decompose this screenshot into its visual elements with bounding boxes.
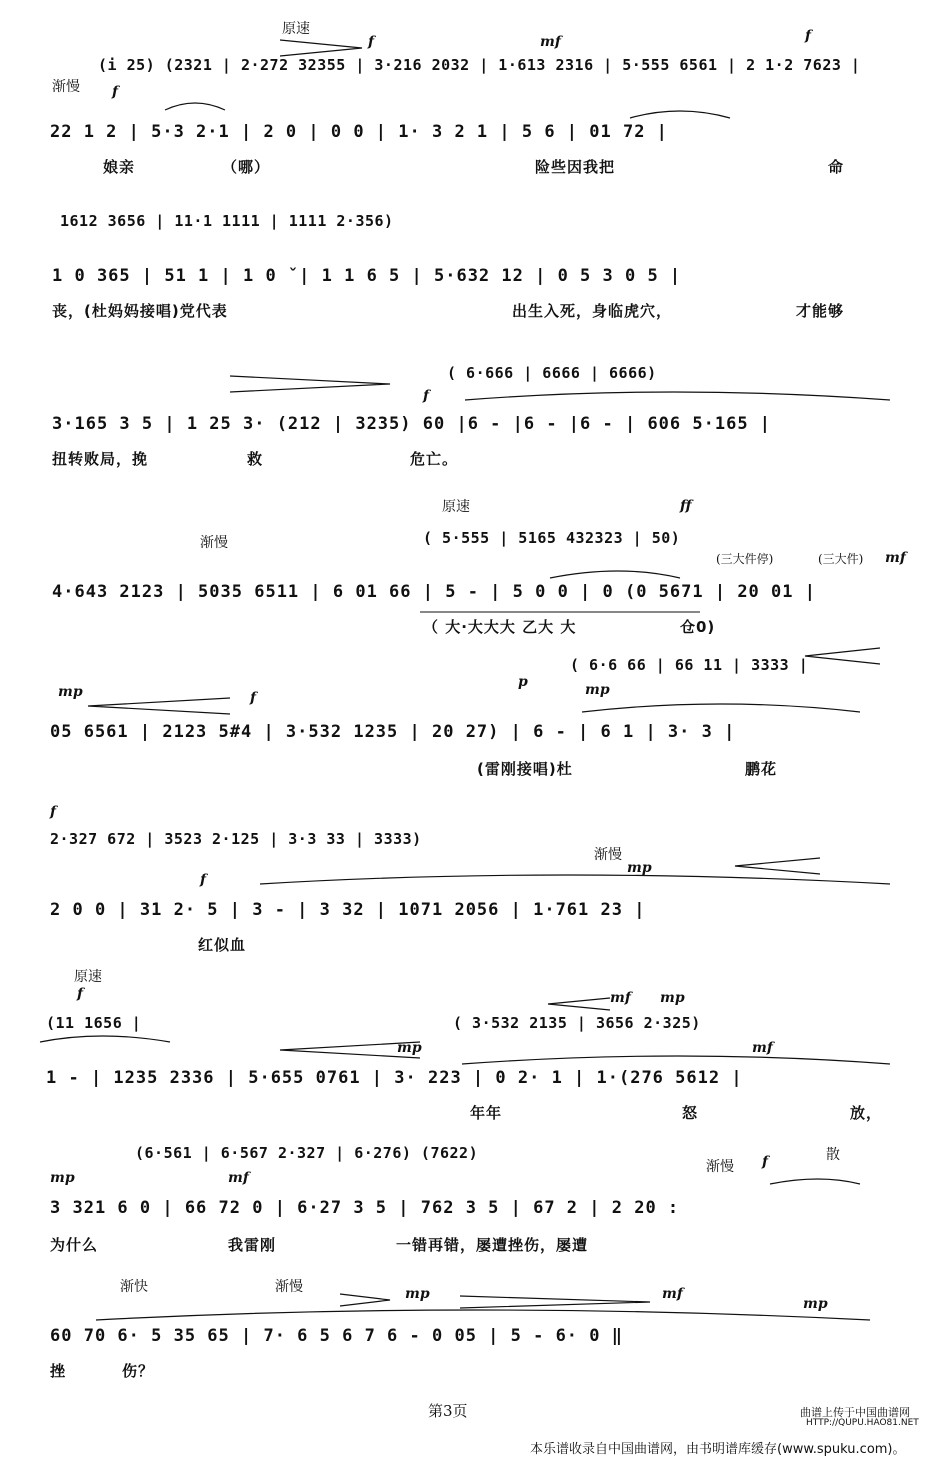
dynamic-mark: mf bbox=[885, 550, 906, 566]
lyric-text: 丧，(杜妈妈接唱)党代表 bbox=[52, 302, 228, 320]
accompaniment-line: 2·327 672 | 3523 2·125 | 3·3 33 | 3333) bbox=[50, 830, 422, 848]
lyric-text: （哪） bbox=[222, 158, 271, 176]
lyric-text: 救 bbox=[247, 450, 264, 468]
lyric-text: 险些因我把 bbox=[535, 158, 616, 176]
lyric-text: 危亡。 bbox=[410, 450, 459, 468]
lyric-text: 怒 bbox=[682, 1104, 699, 1122]
lyric-text: 扭转败局，挽 bbox=[52, 450, 149, 468]
tempo-mark: 散 bbox=[826, 1147, 840, 1163]
lyric-text: 挫 bbox=[50, 1362, 67, 1380]
dynamic-mark: mf bbox=[662, 1286, 683, 1302]
tempo-mark: 原速 bbox=[282, 21, 310, 37]
dynamic-mark: mf bbox=[610, 990, 631, 1006]
dynamic-mark: f bbox=[762, 1154, 769, 1170]
dynamic-mark: mp bbox=[627, 860, 652, 876]
tempo-mark: (三大件停) bbox=[716, 552, 774, 566]
lyric-text: 鹏花 bbox=[745, 760, 778, 778]
lyric-text: 命 bbox=[828, 158, 845, 176]
lyric-text: 一错再错，屡遭挫伤，屡遭 bbox=[396, 1236, 589, 1254]
melody-line: 05 6561 | 2123 5#4 | 3·532 1235 | 20 27) | 6 - | 6 1 | 3· 3 | bbox=[50, 722, 736, 742]
dynamic-mark: f bbox=[805, 28, 812, 44]
dynamic-mark: mp bbox=[50, 1170, 75, 1186]
dynamic-mark: mp bbox=[585, 682, 610, 698]
dynamic-mark: f bbox=[423, 388, 430, 404]
accompaniment-line: (i 25) (2321 | 2·272 32355 | 3·216 2032 | 1·613 2316 | 5·555 6561 | 2 1·2 7623 | bbox=[98, 56, 861, 74]
source-footer: 本乐谱收录自中国曲谱网，由书明谱库缓存(www.spuku.com)。 bbox=[530, 1442, 906, 1457]
accompaniment-line: 1612 3656 | 11·1 1111 | 1111 2·356) bbox=[60, 212, 394, 230]
tempo-mark: 渐慢 bbox=[594, 847, 622, 863]
tempo-mark: 渐慢 bbox=[200, 535, 228, 551]
dynamic-mark: f bbox=[77, 986, 84, 1002]
dynamic-mark: f bbox=[250, 690, 257, 706]
accompaniment-line: (6·561 | 6·567 2·327 | 6·276) (7622) bbox=[135, 1144, 479, 1162]
tempo-mark: 渐慢 bbox=[275, 1279, 303, 1295]
dynamic-mark: f bbox=[200, 872, 207, 888]
dynamic-mark: mp bbox=[660, 990, 685, 1006]
lyric-text: 伤？ bbox=[122, 1362, 155, 1380]
accompaniment-line: ( 6·6 66 | 66 11 | 3333 | bbox=[570, 656, 809, 674]
melody-line: 3 321 6 0 | 66 72 0 | 6·27 3 5 | 762 3 5 | 67 2 | 2 20 : bbox=[50, 1198, 680, 1218]
page-number: 第3页 bbox=[428, 1402, 468, 1420]
dynamic-mark: ff bbox=[680, 498, 692, 514]
melody-line: 1 0 365 | 51 1 | 1 0 ˇ| 1 1 6 5 | 5·632 12 | 0 5 3 0 5 | bbox=[52, 266, 682, 286]
melody-line: 22 1 2 | 5·3 2·1 | 2 0 | 0 0 | 1· 3 2 1 | 5 6 | 01 72 | bbox=[50, 122, 668, 142]
tempo-mark: 渐快 bbox=[120, 1279, 148, 1295]
lyric-text: 红似血 bbox=[198, 936, 247, 954]
tempo-mark: 原速 bbox=[74, 969, 102, 985]
dynamic-mark: f bbox=[50, 804, 57, 820]
lyric-text: 为什么 bbox=[50, 1236, 99, 1254]
dynamic-mark: mf bbox=[540, 34, 561, 50]
dynamic-mark: mf bbox=[228, 1170, 249, 1186]
tempo-mark: 渐慢 bbox=[52, 79, 80, 95]
lyric-text: 放， bbox=[850, 1104, 883, 1122]
dynamic-mark: mp bbox=[803, 1296, 828, 1312]
lyric-text: 年年 bbox=[470, 1104, 503, 1122]
dynamic-mark: f bbox=[368, 34, 375, 50]
melody-line: 4·643 2123 | 5035 6511 | 6 01 66 | 5 - | 5 0 0 | 0 (0 5671 | 20 01 | bbox=[52, 582, 816, 602]
lyric-text: 仓0) bbox=[680, 618, 716, 636]
dynamic-mark: mp bbox=[405, 1286, 430, 1302]
dynamic-mark: mp bbox=[397, 1040, 422, 1056]
lyric-text: 我雷刚 bbox=[228, 1236, 277, 1254]
accompaniment-line: ( 6·666 | 6666 | 6666) bbox=[447, 364, 657, 382]
dynamic-mark: f bbox=[112, 84, 119, 100]
melody-line: 60 70 6· 5 35 65 | 7· 6 5 6 7 6 - 0 05 | 5 - 6· 0 ‖ bbox=[50, 1326, 623, 1346]
melody-line: 2 0 0 | 31 2· 5 | 3 - | 3 32 | 1071 2056 | 1·761 23 | bbox=[50, 900, 646, 920]
lyric-text: (雷刚接唱)杜 bbox=[477, 760, 573, 778]
accompaniment-line: (11 1656 | bbox=[46, 1014, 142, 1032]
watermark-line-1: 曲谱上传于中国曲谱网 bbox=[800, 1406, 910, 1419]
accompaniment-line: ( 3·532 2135 | 3656 2·325) bbox=[453, 1014, 701, 1032]
dynamic-mark: p bbox=[518, 674, 528, 690]
accompaniment-line: ( 5·555 | 5165 432323 | 50) bbox=[423, 529, 681, 547]
melody-line: 1 - | 1235 2336 | 5·655 0761 | 3· 223 | 0 2· 1 | 1·(276 5612 | bbox=[46, 1068, 743, 1088]
dynamic-mark: mf bbox=[752, 1040, 773, 1056]
lyric-text: 才能够 bbox=[796, 302, 845, 320]
tempo-mark: (三大件) bbox=[818, 552, 864, 566]
tempo-mark: 渐慢 bbox=[706, 1159, 734, 1175]
watermark-line-2: HTTP://QUPU.HAO81.NET bbox=[806, 1418, 919, 1428]
tempo-mark: 原速 bbox=[442, 499, 470, 515]
lyric-text: 出生入死，身临虎穴， bbox=[512, 302, 673, 320]
lyric-text: 娘亲 bbox=[103, 158, 136, 176]
melody-line: 3·165 3 5 | 1 25 3· (212 | 3235) 60 |6 - |6 - |6 - | 606 5·165 | bbox=[52, 414, 772, 434]
lyric-text: （ 大·大大大 乙大 大 bbox=[423, 618, 577, 636]
dynamic-mark: mp bbox=[58, 684, 83, 700]
